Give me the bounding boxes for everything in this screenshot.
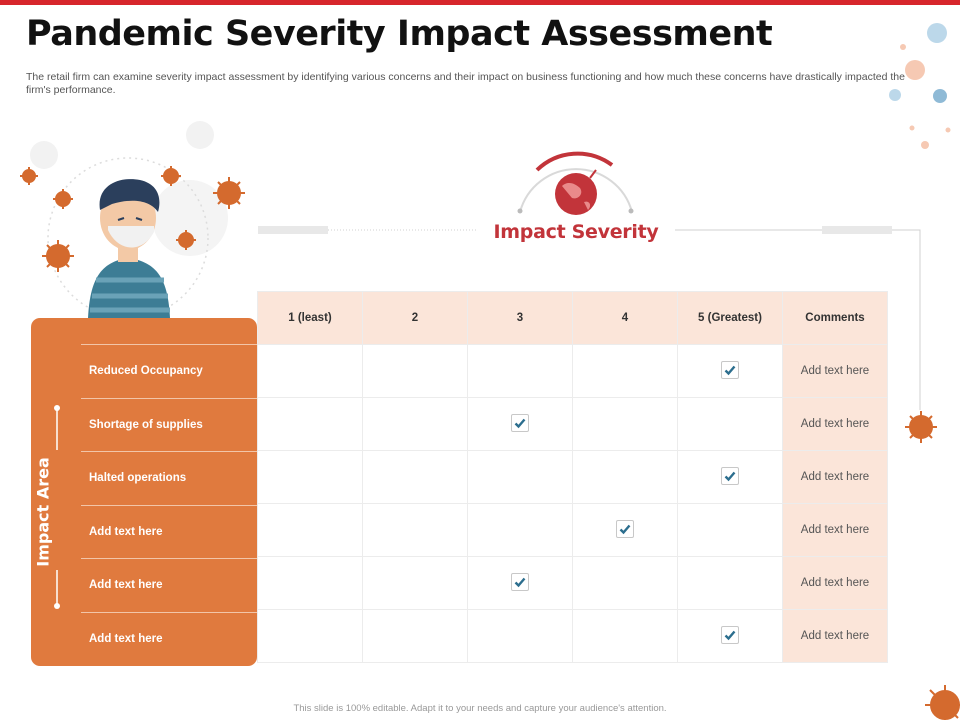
- column-header: 2: [363, 292, 468, 345]
- severity-cell[interactable]: [678, 504, 783, 557]
- severity-cell[interactable]: [678, 398, 783, 451]
- table-row: [258, 610, 888, 663]
- severity-gauge-icon: [518, 154, 634, 215]
- severity-cell[interactable]: [468, 345, 573, 398]
- comment-cell[interactable]: Add text here: [783, 398, 888, 451]
- row-label-shortage-of-supplies: Shortage of supplies: [81, 398, 257, 452]
- footer-note: This slide is 100% editable. Adapt it to your needs and capture your audience's attention.: [293, 703, 667, 714]
- impact-area-label: Impact Area: [33, 457, 53, 567]
- table-row: [258, 398, 888, 451]
- severity-cell[interactable]: [468, 451, 573, 504]
- severity-cell[interactable]: [678, 610, 783, 663]
- severity-cell[interactable]: [258, 398, 363, 451]
- checkbox-checked-icon[interactable]: [721, 361, 739, 379]
- table-row: [258, 345, 888, 398]
- comment-cell[interactable]: Add text here: [783, 504, 888, 557]
- checkbox-checked-icon[interactable]: [721, 467, 739, 485]
- row-label-halted-operations: Halted operations: [81, 451, 257, 505]
- severity-cell[interactable]: [363, 451, 468, 504]
- checkbox-checked-icon[interactable]: [721, 626, 739, 644]
- severity-cell[interactable]: [258, 557, 363, 610]
- column-header: Comments: [783, 292, 888, 345]
- comment-cell[interactable]: Add text here: [783, 610, 888, 663]
- column-header: 4: [573, 292, 678, 345]
- table-row: [258, 557, 888, 610]
- page-subtitle: The retail firm can examine severity impact assessment by identifying various concerns and their impact on business functioning and how much these concerns have drastically impacted the firm's performance.: [26, 71, 905, 96]
- severity-cell[interactable]: [678, 451, 783, 504]
- severity-cell[interactable]: [573, 345, 678, 398]
- page-title: Pandemic Severity Impact Assessment: [26, 14, 773, 54]
- checkbox-checked-icon[interactable]: [511, 573, 529, 591]
- severity-cell[interactable]: [258, 451, 363, 504]
- virus-icon-4: [20, 167, 38, 185]
- virus-icon-right: [905, 411, 937, 443]
- severity-cell[interactable]: [363, 557, 468, 610]
- row-label-5: Add text here: [81, 558, 257, 612]
- table-row: [258, 451, 888, 504]
- virus-icon-3: [53, 189, 73, 209]
- severity-cell[interactable]: [468, 398, 573, 451]
- severity-cell[interactable]: [573, 504, 678, 557]
- comment-cell[interactable]: Add text here: [783, 557, 888, 610]
- severity-cell[interactable]: [468, 557, 573, 610]
- checkbox-checked-icon[interactable]: [511, 414, 529, 432]
- severity-cell[interactable]: [573, 557, 678, 610]
- severity-cell[interactable]: [258, 504, 363, 557]
- severity-table: [257, 291, 888, 663]
- row-label-reduced-occupancy: Reduced Occupancy: [81, 344, 257, 398]
- severity-cell[interactable]: [363, 345, 468, 398]
- row-label-4: Add text here: [81, 505, 257, 559]
- column-header: 5 (Greatest): [678, 292, 783, 345]
- impact-severity-heading: Impact Severity: [493, 221, 659, 243]
- severity-cell[interactable]: [468, 610, 573, 663]
- table-header-row: [258, 292, 888, 345]
- severity-cell[interactable]: [573, 451, 678, 504]
- comment-cell[interactable]: Add text here: [783, 451, 888, 504]
- column-header: 3: [468, 292, 573, 345]
- checkbox-checked-icon[interactable]: [616, 520, 634, 538]
- table-row: [258, 504, 888, 557]
- severity-cell[interactable]: [678, 345, 783, 398]
- comment-cell[interactable]: Add text here: [783, 345, 888, 398]
- virus-icon-1: [42, 240, 74, 272]
- severity-cell[interactable]: [258, 345, 363, 398]
- severity-cell[interactable]: [258, 610, 363, 663]
- severity-cell[interactable]: [678, 557, 783, 610]
- masked-person-illustration: [88, 179, 170, 318]
- severity-cell[interactable]: [363, 398, 468, 451]
- severity-cell[interactable]: [363, 504, 468, 557]
- severity-cell[interactable]: [573, 610, 678, 663]
- severity-cell[interactable]: [573, 398, 678, 451]
- row-label-6: Add text here: [81, 612, 257, 666]
- virus-cluster-top-right-icon: [889, 23, 951, 149]
- severity-cell[interactable]: [363, 610, 468, 663]
- severity-cell[interactable]: [468, 504, 573, 557]
- column-header: 1 (least): [258, 292, 363, 345]
